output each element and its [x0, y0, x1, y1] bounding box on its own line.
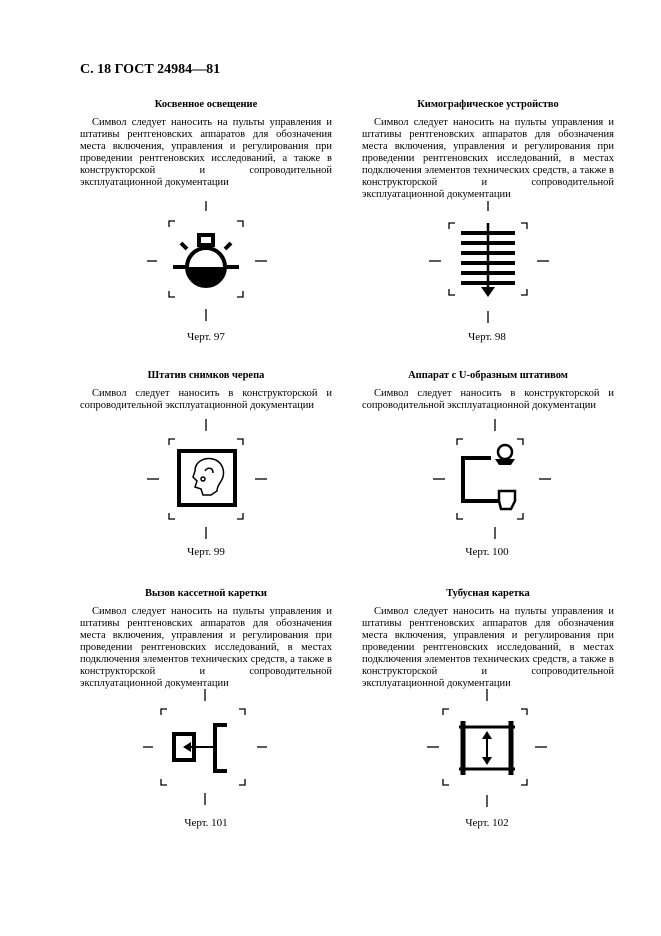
section-text: Символ следует наносить в конструкторской и сопроводительной эксплуатационной документации [362, 388, 614, 411]
figure-caption: Черт. 102 [465, 817, 509, 829]
section-text: Символ следует наносить в конструкторской и сопроводительной эксплуатационной документации [80, 388, 332, 411]
section-u-stand [362, 369, 614, 412]
section-title: Вызов кассетной каретки [145, 588, 267, 599]
figure-caption: Черт. 101 [184, 817, 228, 829]
section-tube-carriage [362, 587, 614, 690]
section-kymograph [362, 98, 614, 201]
section-title: Тубусная каретка [446, 588, 530, 599]
section-title: Косвенное освещение [154, 99, 258, 110]
section-text: Символ следует наносить на пульты управления и штативы рентгеновских аппаратов для обозначения места включения, управления и регулирования при проведении рентгеновских исследований, а также в конструкторской и сопроводительной эксплуатационной документации [80, 117, 332, 188]
figure-caption: Черт. 98 [468, 331, 506, 343]
tube-carriage-symbol-icon [423, 683, 553, 813]
section-title: Кимографическое устройство [417, 99, 559, 110]
section-text: Символ следует наносить на пульты управления и штативы рентгеновских аппаратов для обозначения места включения, управления и регулирования при проведении рентгеновских исследований, в местах подключения элементов технических средств, а также в конструкторской и сопроводительной эксплуатационной документации [362, 606, 614, 689]
section-skull-stand [80, 369, 332, 412]
page-header: С. 18 ГОСТ 24984—81 [80, 62, 221, 77]
section-text: Символ следует наносить на пульты управления и штативы рентгеновских аппаратов для обозначения места включения, управления и регулирования при проведении рентгеновских исследований, в местах подключения элементов технических средств, а также в конструкторской и сопроводительной эксплуатационной документации [80, 606, 332, 689]
section-cassette-call [80, 587, 332, 690]
kymograph-symbol-icon [423, 197, 553, 327]
figure-caption: Черт. 99 [187, 546, 225, 558]
u-stand-symbol-icon [425, 413, 555, 543]
figure-caption: Черт. 97 [187, 331, 225, 343]
skull-stand-symbol-icon [141, 413, 271, 543]
section-title: Аппарат с U-образным штативом [408, 370, 568, 381]
cassette-call-symbol-icon [141, 683, 271, 813]
section-indirect-lighting [80, 98, 332, 189]
figure-caption: Черт. 100 [465, 546, 509, 558]
section-text: Символ следует наносить на пульты управления и штативы рентгеновских аппаратов для обозначения места включения, управления и регулирования при проведении рентгеновских исследований, в местах подключения элементов технических средств, а также в конструкторской и сопроводительной эксплуатационной документации [362, 117, 614, 200]
section-title: Штатив снимков черепа [147, 370, 265, 381]
lamp-symbol-icon [141, 197, 271, 327]
